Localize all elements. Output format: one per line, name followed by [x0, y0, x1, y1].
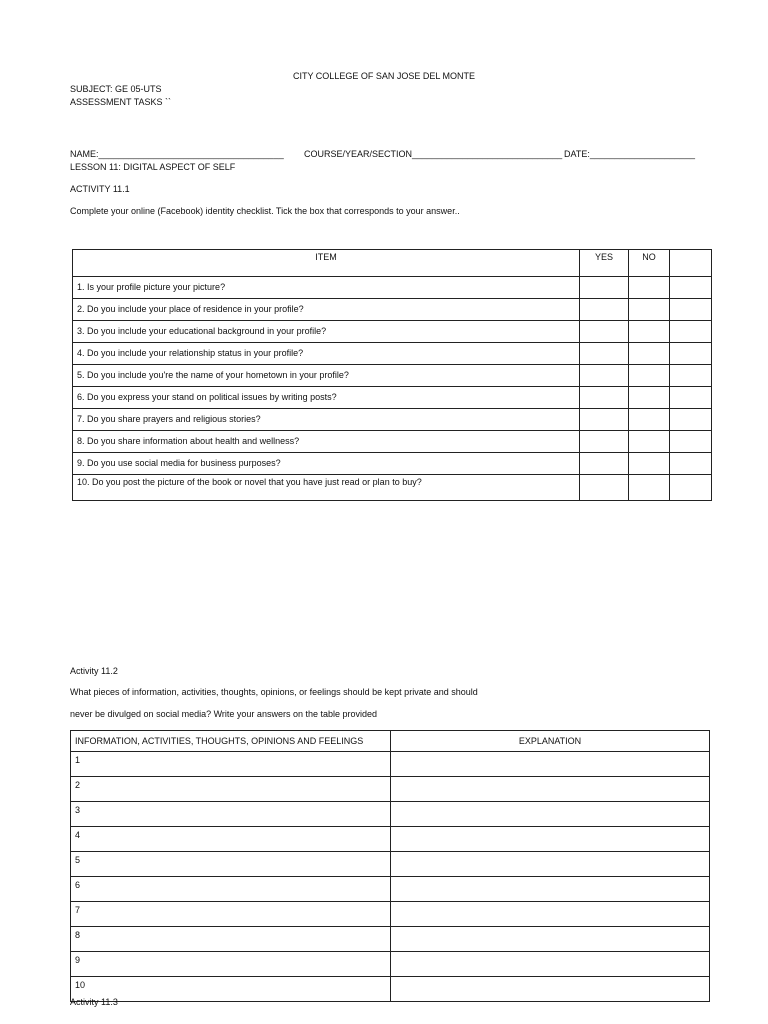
yes-checkbox-cell[interactable] — [580, 277, 629, 299]
explanation-cell[interactable] — [391, 902, 710, 927]
explanation-cell[interactable] — [391, 927, 710, 952]
explanation-cell[interactable] — [391, 777, 710, 802]
question-cell: 2. Do you include your place of residence in your profile? — [73, 299, 580, 321]
extra-cell[interactable] — [670, 387, 712, 409]
table-row — [71, 952, 710, 977]
table-row — [73, 387, 712, 409]
no-column-header: NO — [629, 250, 670, 277]
table-row — [73, 343, 712, 365]
activity-2-instruction-line-2: never be divulged on social media? Write your answers on the table provided — [70, 709, 378, 719]
yes-checkbox-cell[interactable] — [580, 365, 629, 387]
table-row — [73, 475, 712, 501]
no-checkbox-cell[interactable] — [629, 409, 670, 431]
information-column-header: INFORMATION, ACTIVITIES, THOUGHTS, OPINIONS AND FEELINGS — [71, 731, 391, 752]
extra-cell[interactable] — [670, 409, 712, 431]
explanation-cell[interactable] — [391, 952, 710, 977]
extra-cell[interactable] — [670, 431, 712, 453]
activity-2-instruction-line-1: What pieces of information, activities, thoughts, opinions, or feelings should be kept private and should — [70, 687, 478, 697]
question-cell: 1. Is your profile picture your picture? — [73, 277, 580, 299]
item-column-header: ITEM — [73, 250, 580, 277]
table-row — [71, 902, 710, 927]
question-cell: 5. Do you include you're the name of your hometown in your profile? — [73, 365, 580, 387]
question-cell: 6. Do you express your stand on political issues by writing posts? — [73, 387, 580, 409]
extra-column-header — [670, 250, 712, 277]
question-cell: 7. Do you share prayers and religious stories? — [73, 409, 580, 431]
no-checkbox-cell[interactable] — [629, 475, 670, 501]
table-row — [71, 977, 710, 1002]
extra-cell[interactable] — [670, 365, 712, 387]
identity-checklist-table — [72, 249, 712, 501]
question-cell: 10. Do you post the picture of the book or novel that you have just read or plan to buy? — [73, 475, 580, 501]
explanation-cell[interactable] — [391, 977, 710, 1002]
extra-cell[interactable] — [670, 299, 712, 321]
table-row — [73, 277, 712, 299]
explanation-cell[interactable] — [391, 877, 710, 902]
extra-cell[interactable] — [670, 321, 712, 343]
extra-cell[interactable] — [670, 343, 712, 365]
yes-checkbox-cell[interactable] — [580, 321, 629, 343]
assessment-label: ASSESSMENT TASKS `` — [70, 97, 172, 107]
name-field[interactable]: NAME:_____________________________________ — [70, 149, 284, 159]
yes-checkbox-cell[interactable] — [580, 343, 629, 365]
no-checkbox-cell[interactable] — [629, 453, 670, 475]
activity-1-instruction: Complete your online (Facebook) identity checklist. Tick the box that corresponds to your answer.. — [70, 206, 460, 216]
answer-cell[interactable]: 4 — [71, 827, 391, 852]
table-row — [73, 431, 712, 453]
no-checkbox-cell[interactable] — [629, 431, 670, 453]
yes-checkbox-cell[interactable] — [580, 453, 629, 475]
no-checkbox-cell[interactable] — [629, 387, 670, 409]
table-row — [71, 802, 710, 827]
question-cell: 4. Do you include your relationship status in your profile? — [73, 343, 580, 365]
privacy-header-row — [71, 731, 710, 752]
explanation-cell[interactable] — [391, 827, 710, 852]
answer-cell[interactable]: 2 — [71, 777, 391, 802]
table-row — [73, 321, 712, 343]
table-row — [71, 752, 710, 777]
question-cell: 3. Do you include your educational background in your profile? — [73, 321, 580, 343]
answer-cell[interactable]: 6 — [71, 877, 391, 902]
subject-label: SUBJECT: GE 05-UTS — [70, 84, 162, 94]
extra-cell[interactable] — [670, 453, 712, 475]
answer-cell[interactable]: 9 — [71, 952, 391, 977]
privacy-answers-table — [70, 730, 710, 1002]
yes-checkbox-cell[interactable] — [580, 409, 629, 431]
no-checkbox-cell[interactable] — [629, 277, 670, 299]
explanation-column-header: EXPLANATION — [391, 731, 710, 752]
no-checkbox-cell[interactable] — [629, 321, 670, 343]
yes-column-header: YES — [580, 250, 629, 277]
lesson-title: LESSON 11: DIGITAL ASPECT OF SELF — [70, 162, 236, 172]
no-checkbox-cell[interactable] — [629, 299, 670, 321]
course-field[interactable]: COURSE/YEAR/SECTION______________________________ — [304, 149, 563, 159]
yes-checkbox-cell[interactable] — [580, 431, 629, 453]
no-checkbox-cell[interactable] — [629, 343, 670, 365]
date-field[interactable]: DATE:_____________________ — [564, 149, 695, 159]
question-cell: 8. Do you share information about health and wellness? — [73, 431, 580, 453]
answer-cell[interactable]: 1 — [71, 752, 391, 777]
yes-checkbox-cell[interactable] — [580, 299, 629, 321]
table-row — [71, 827, 710, 852]
answer-cell[interactable]: 5 — [71, 852, 391, 877]
table-row — [71, 927, 710, 952]
explanation-cell[interactable] — [391, 752, 710, 777]
question-cell: 9. Do you use social media for business purposes? — [73, 453, 580, 475]
activity-3-title: Activity 11.3 — [70, 997, 118, 1007]
table-row — [71, 777, 710, 802]
activity-1-title: ACTIVITY 11.1 — [70, 184, 130, 194]
table-row — [73, 453, 712, 475]
activity-2-title: Activity 11.2 — [70, 666, 118, 676]
answer-cell[interactable]: 3 — [71, 802, 391, 827]
table-row — [71, 852, 710, 877]
college-title: CITY COLLEGE OF SAN JOSE DEL MONTE — [292, 71, 476, 81]
table-row — [71, 877, 710, 902]
yes-checkbox-cell[interactable] — [580, 387, 629, 409]
answer-cell[interactable]: 8 — [71, 927, 391, 952]
extra-cell[interactable] — [670, 475, 712, 501]
table-row — [73, 365, 712, 387]
answer-cell[interactable]: 7 — [71, 902, 391, 927]
explanation-cell[interactable] — [391, 802, 710, 827]
answer-cell[interactable]: 10 — [71, 977, 391, 1002]
no-checkbox-cell[interactable] — [629, 365, 670, 387]
table-row — [73, 299, 712, 321]
extra-cell[interactable] — [670, 277, 712, 299]
explanation-cell[interactable] — [391, 852, 710, 877]
table-row — [73, 409, 712, 431]
checklist-header-row — [73, 250, 712, 277]
yes-checkbox-cell[interactable] — [580, 475, 629, 501]
